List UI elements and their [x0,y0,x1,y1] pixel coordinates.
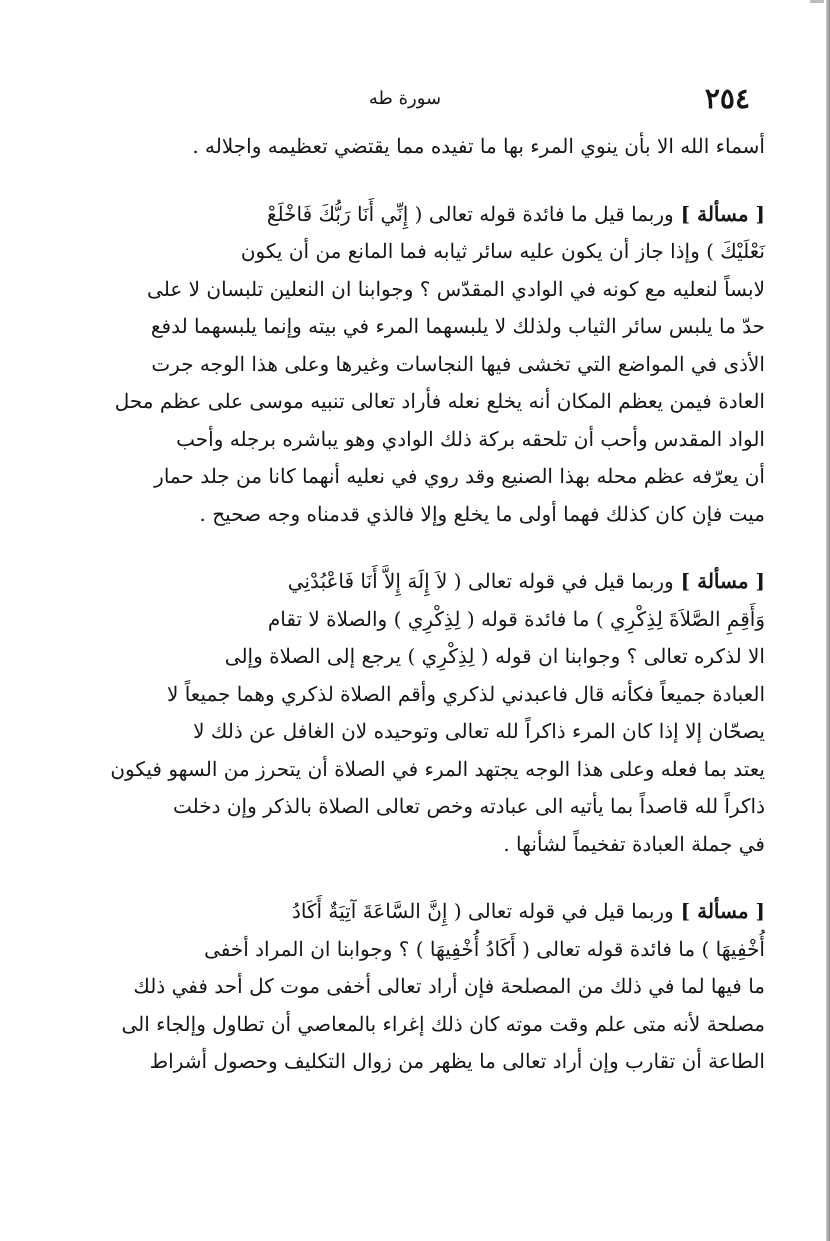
question-3 [65,893,765,1081]
question-text-line: ذاكراً لله قاصداً بما يأتيه الى عبادته وخص تعالى الصلاة بالذكر وإن دخلت [172,794,765,818]
paragraph-gap [65,533,765,563]
question-3-line-1 [65,893,765,931]
question-text-line: مصلحة لأنه متى علم وقت موته كان ذلك إغراء بالمعاصي أن تطاول وإلجاء الى [121,1011,765,1036]
page-number: ٢٥٤ [704,82,750,115]
question-text: وربما قيل في قوله تعالى ( إِنَّ السَّاعَةَ آتِيَةٌ أَكَادُ [291,899,674,923]
question-1 [65,196,765,534]
page-edge-shadow [826,0,830,1241]
question-label: مسألة [697,201,749,226]
open-bracket: [ [748,201,765,226]
scan-corner-mark [810,0,824,3]
question-text-line: العبادة جميعاً فكأنه قال فاعبدني لذكري وأقم الصلاة لذكري وهما جميعاً لا [166,681,765,706]
close-bracket: ] [673,569,698,593]
close-bracket: ] [673,201,698,226]
paragraph-gap [65,166,765,196]
question-text-line: أُخْفِيهَا ) ما فائدة قوله تعالى ( أَكَادُ أُخْفِيهَا ) ؟ وجوابنا ان المراد أخفى [204,936,765,961]
question-text-line: الا لذكره تعالى ؟ وجوابنا ان قوله ( لِذِكْرِي ) يرجع إلى الصلاة وإلى [224,644,765,668]
question-label: مسألة [697,899,749,923]
question-2 [65,563,765,863]
question-text-line: نَعْلَيْكَ ) وإذا جاز أن يكون عليه سائر ثيابه فما المانع من أن يكون [240,239,765,263]
question-text-line: العادة فيمن يعظم المكان أنه يخلع نعله فأراد تعالى تنبيه موسى على عظم محل [114,389,765,413]
paragraph-gap [65,863,765,893]
question-text-line: في جملة العبادة تفخيماً لشأنها . [503,831,765,856]
question-text-line: يصحّان إلا إذا كان المرء ذاكراً لله تعالى وتوحيده لان الغافل عن ذلك لا [193,719,765,743]
question-text-line: ما فيها لما في ذلك من المصلحة فإن أراد تعالى أخفى موت كل أحد ففي ذلك [133,974,765,998]
running-title: سورة طه [368,88,442,109]
open-bracket: [ [748,899,765,923]
question-text-line: الأذى في المواضع التي تخشى فيها النجاسات وغيرها وعلى هذا الوجه جرت [151,351,765,376]
question-text-line: وَأَقِمِ الصَّلاَةَ لِذِكْرِي ) ما فائدة قوله ( لِذِكْرِي ) والصلاة لا تقام [267,606,765,631]
question-text-line: الواد المقدس وأحب أن تلحقه بركة ذلك الوادي وهو يباشره برجله وأحب [176,426,765,451]
question-text-line: ميت فإن كان كذلك فهما أولى ما يخلع وإلا فالذي قدمناه وجه صحيح . [199,501,765,526]
opening-line: أسماء الله الا بأن ينوي المرء بها ما تفيده مما يقتضي تعظيمه واجلاله . [192,134,765,158]
question-label: مسألة [697,569,749,593]
question-text: وربما قيل ما فائدة قوله تعالى ( إِنِّي أَنَا رَبُّكَ فَاخْلَعْ [266,201,674,226]
question-1-line-1 [65,196,765,234]
question-text-line: يعتد بما فعله وعلى هذا الوجه يجتهد المرء في الصلاة أن يتحرز من السهو فيكون [110,756,765,781]
question-text-line: الطاعة أن تقارب وإن أراد تعالى ما يظهر من زوال التكليف وحصول أشراط [149,1049,765,1073]
question-text-line: لابساً لنعليه مع كونه في الوادي المقدّس ؟ وجوابنا ان النعلين تلبسان لا على [147,276,765,301]
question-2-line-1 [65,563,765,601]
question-text-line: أن يعرّفه عظم محله بهذا الصنيع وقد روي في نعليه أنهما كانا من جلد حمار [154,464,765,488]
page-body [65,128,765,1081]
question-text-line: حدّ ما يلبس سائر الثياب ولذلك لا يلبسهما المرء في بيته وإنما يلبسهما لدفع [150,314,765,338]
open-bracket: [ [748,569,765,593]
page-header [60,82,750,122]
question-text: وربما قيل في قوله تعالى ( لاَ إِلَهَ إِلاَّ أَنَا فَاعْبُدْنِي [287,569,674,593]
close-bracket: ] [673,899,698,923]
